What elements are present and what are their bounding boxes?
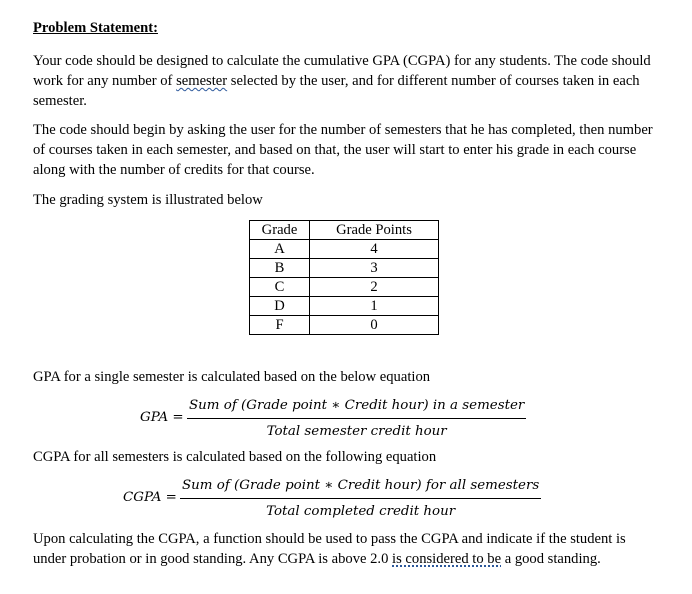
- table-row: [250, 316, 439, 335]
- table-row: [250, 259, 439, 278]
- grade-cell: A: [250, 240, 310, 259]
- points-cell: 4: [310, 240, 439, 259]
- grade-cell: B: [250, 259, 310, 278]
- table-header-row: [250, 221, 439, 240]
- paragraph-cgpa-intro: CGPA for all semesters is calculated based on the following equation: [33, 449, 437, 465]
- paragraph-probation-text-2: a good standing.: [501, 551, 601, 567]
- table-row: [250, 297, 439, 316]
- paragraph-probation-text-1: Upon calculating the CGPA, a function should be used to pass the CGPA and indicate if the student is under probation or in good standing. Any CGPA is above 2.0: [33, 531, 626, 567]
- points-cell: 2: [310, 278, 439, 297]
- table-row: [250, 278, 439, 297]
- cgpa-equation-lhs: CGPA =: [123, 490, 177, 505]
- gpa-fraction: [187, 396, 526, 442]
- problem-statement-heading: Problem Statement:: [33, 20, 158, 36]
- paragraph-gpa-intro: GPA for a single semester is calculated based on the below equation: [33, 369, 431, 385]
- paragraph-intro: [33, 51, 659, 111]
- cgpa-numerator: Sum of (Grade point ∗ Credit hour) for all semesters: [180, 476, 541, 499]
- paragraph-grading-intro: The grading system is illustrated below: [33, 192, 263, 208]
- header-grade: Grade: [250, 221, 310, 240]
- paragraph-probation: [33, 529, 659, 569]
- table-row: [250, 240, 439, 259]
- cgpa-fraction: [180, 476, 541, 522]
- cgpa-denominator: Total completed credit hour: [266, 504, 456, 519]
- points-cell: 3: [310, 259, 439, 278]
- grade-cell: C: [250, 278, 310, 297]
- gpa-equation-lhs: GPA =: [140, 410, 184, 425]
- grammar-flagged-phrase[interactable]: is considered to be: [392, 551, 502, 567]
- points-cell: 0: [310, 316, 439, 335]
- paragraph-intro-text-1: Your code should be designed to calculate the cumulative GPA (CGPA) for any students. The code should work for any number of: [33, 53, 651, 89]
- gpa-denominator: Total semester credit hour: [266, 424, 447, 439]
- paragraph-input-flow: The code should begin by asking the user for the number of semesters that he has completed, then number of courses taken in each semester, and based on that, the user will start to enter his grade in each course along with the number of credits for that course.: [33, 122, 653, 178]
- grade-cell: D: [250, 297, 310, 316]
- header-grade-points: Grade Points: [310, 221, 439, 240]
- points-cell: 1: [310, 297, 439, 316]
- gpa-numerator: Sum of (Grade point ∗ Credit hour) in a semester: [187, 396, 526, 419]
- grade-cell: F: [250, 316, 310, 335]
- paragraph-intro-text-2: selected by the user, and for different number of courses taken in each semester.: [33, 73, 640, 109]
- grade-points-table: [249, 220, 439, 335]
- spellcheck-flagged-word[interactable]: semester: [176, 73, 228, 89]
